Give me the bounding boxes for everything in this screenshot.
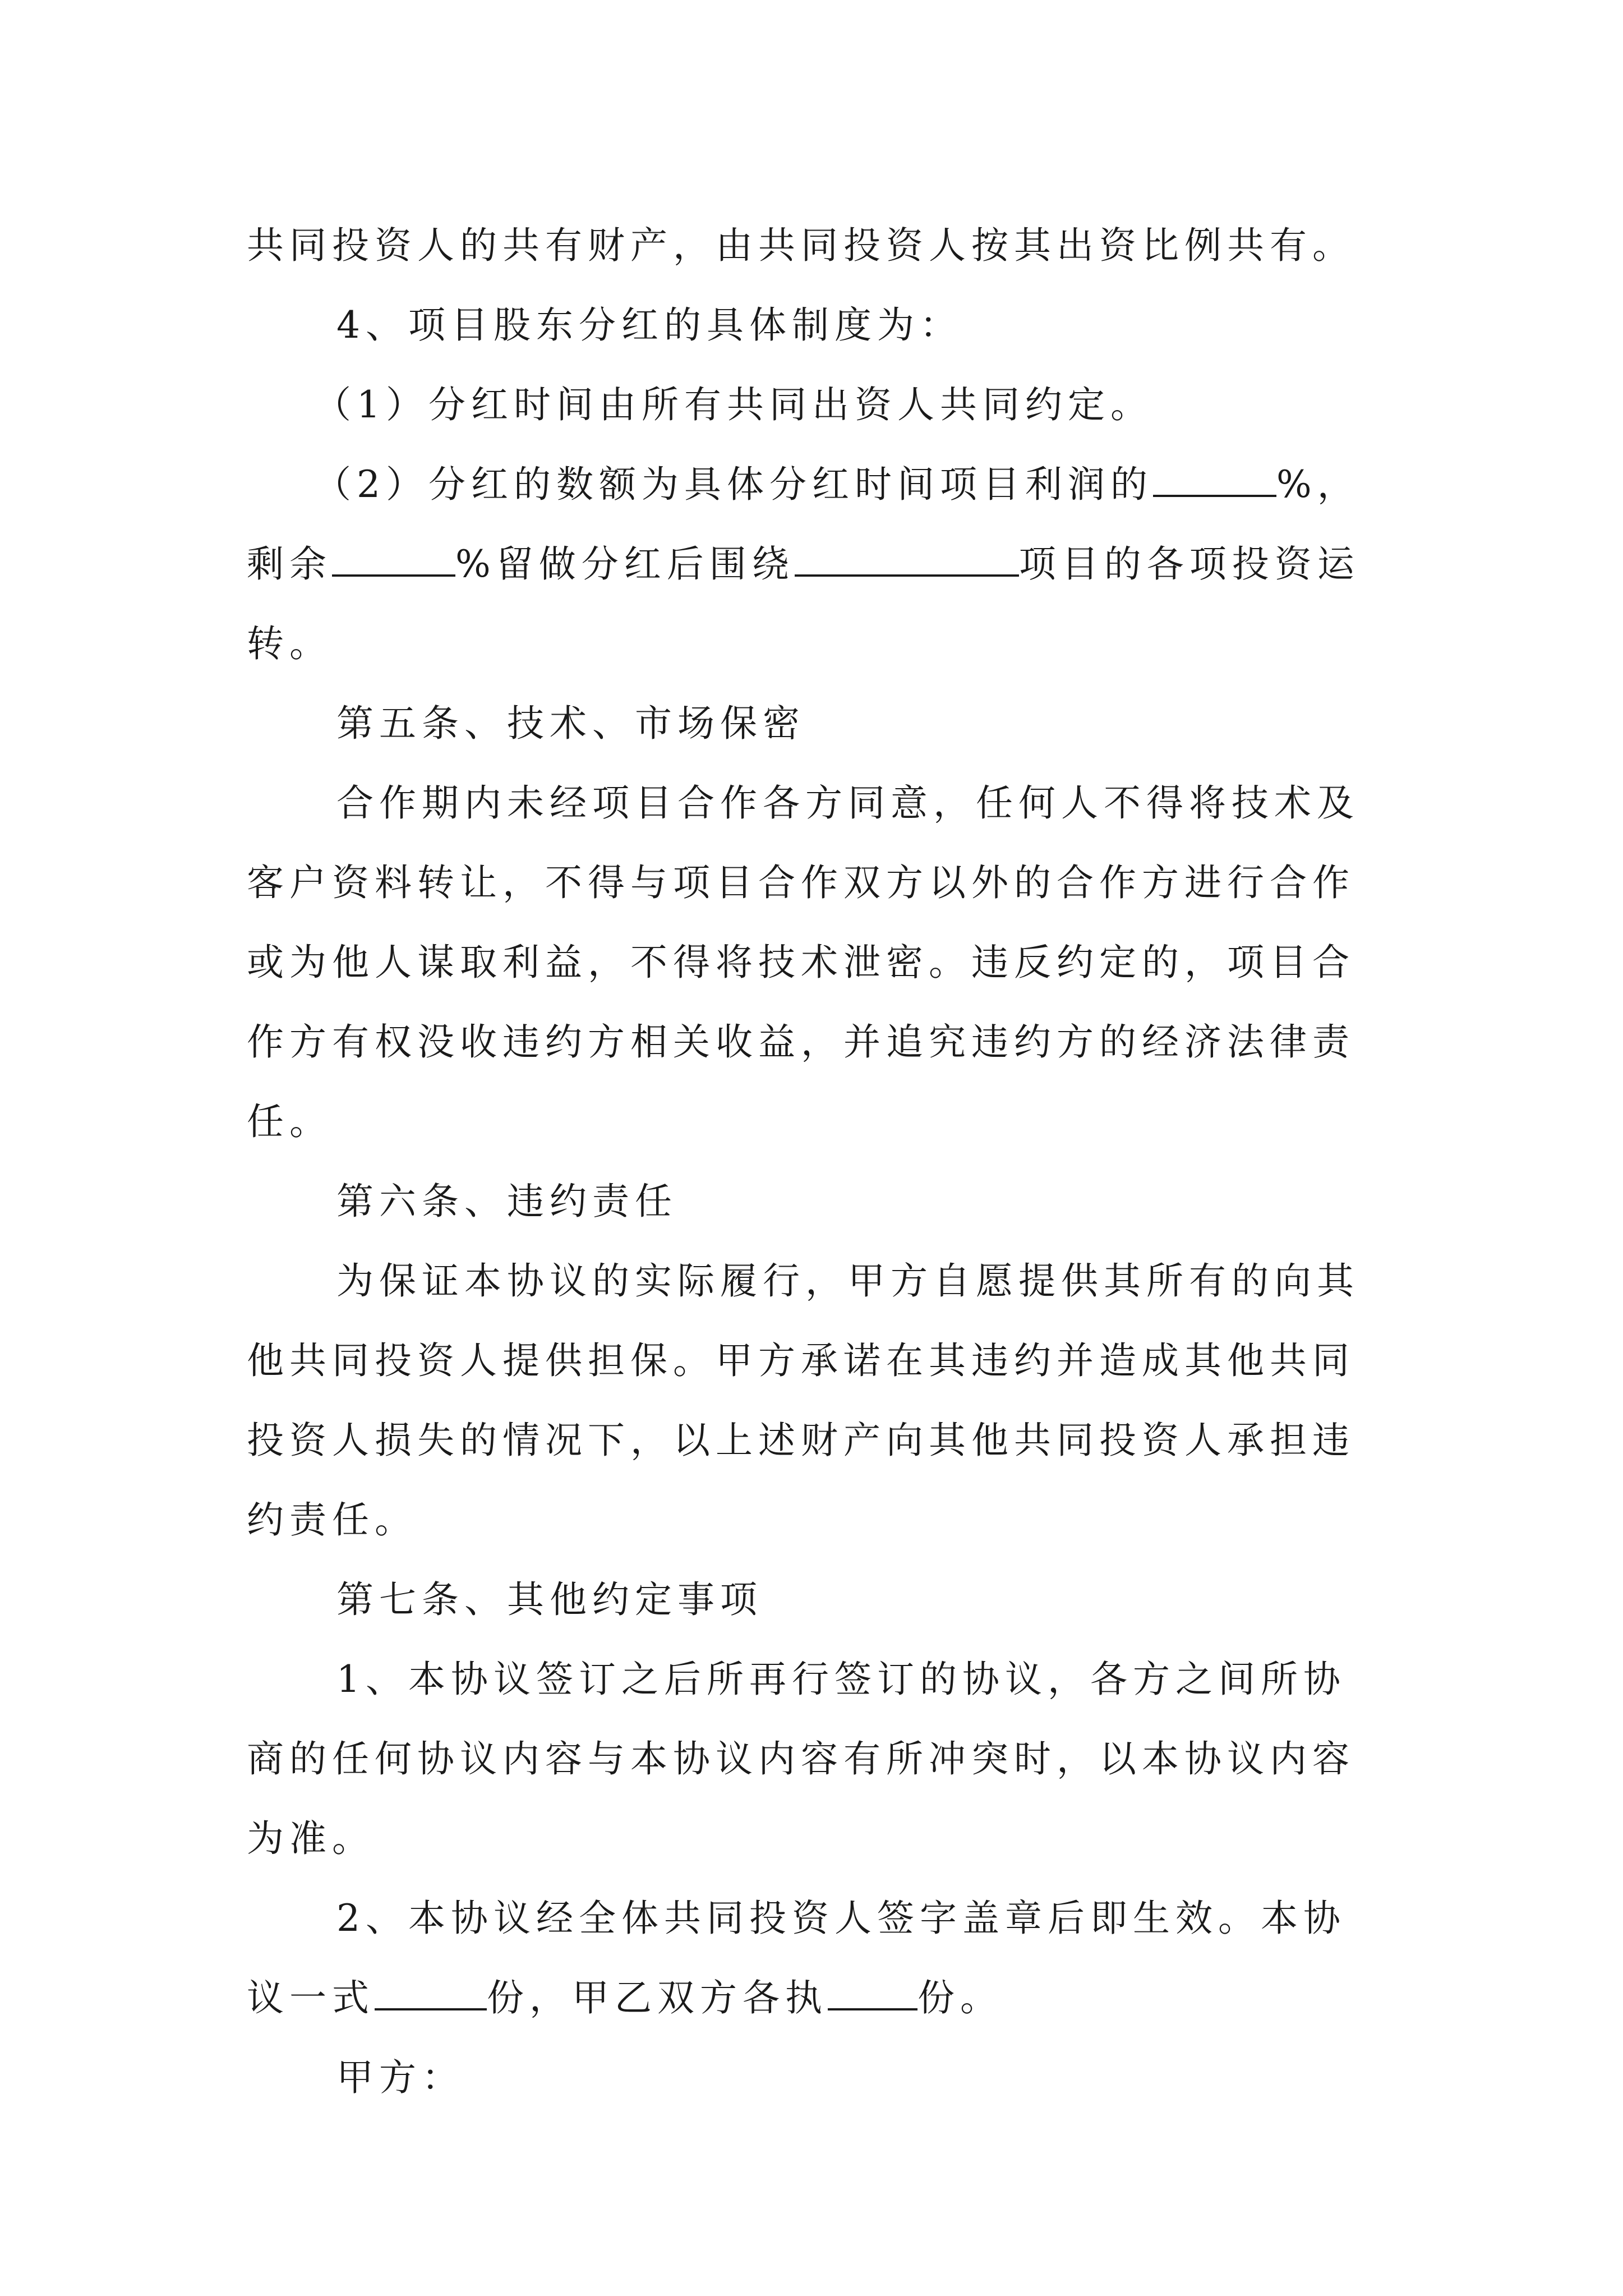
text-run: 第六条、违约责任: [336, 1180, 677, 1223]
section-heading-7: [336, 1572, 1391, 1628]
text-run: 商的任何协议内容与本协议内容有所冲突时，以本协议内容: [247, 1737, 1355, 1780]
paragraph-line: [247, 616, 1391, 672]
paragraph-line: [247, 1970, 1391, 2026]
section-heading-5: [336, 696, 1391, 752]
text-run: 甲方：: [336, 2056, 464, 2099]
fill-blank: [828, 1975, 917, 2010]
paragraph-line: [336, 1890, 1391, 1947]
paragraph-line: [336, 1651, 1391, 1708]
paragraph-line: [247, 1333, 1391, 1389]
text-run: %，: [1276, 463, 1360, 506]
text-run: 议一式: [247, 1976, 375, 2019]
text-run: 合作期内未经项目合作各方同意，任何人不得将技术及: [336, 781, 1359, 825]
text-run: 投资人损失的情况下，以上述财产向其他共同投资人承担违: [247, 1419, 1355, 1462]
fill-blank: [332, 541, 455, 577]
text-run: %留做分红后围绕: [455, 542, 795, 586]
text-run: 共同投资人的共有财产，由共同投资人按其出资比例共有。: [247, 224, 1355, 267]
text-run: 为保证本协议的实际履行，甲方自愿提供其所有的向其: [336, 1259, 1359, 1303]
paragraph-line: [247, 1731, 1391, 1787]
text-run: 他共同投资人提供担保。甲方承诺在其违约并造成其他共同: [247, 1339, 1355, 1382]
text-run: 份。: [917, 1976, 1003, 2019]
paragraph-line: [247, 1492, 1391, 1548]
party-a-label: [336, 2050, 1391, 2106]
text-run: 作方有权没收违约方相关收益，并追究违约方的经济法律责: [247, 1020, 1355, 1064]
paragraph-line: [336, 1253, 1391, 1309]
text-run: 任。: [247, 1100, 332, 1143]
fill-blank: [1153, 461, 1276, 497]
text-run: 2、本协议经全体共同投资人签字盖章后即生效。本协: [336, 1897, 1346, 1940]
paragraph-line: [247, 218, 1391, 274]
paragraph-line: [247, 1412, 1391, 1469]
paragraph-line: [247, 1094, 1391, 1150]
text-run: 剩余: [247, 542, 332, 586]
text-run: （2）分红的数额为具体分红时间项目利润的: [314, 463, 1153, 506]
text-run: （1）分红时间由所有共同出资人共同约定。: [314, 383, 1153, 426]
section-heading-6: [336, 1174, 1391, 1230]
paragraph-line: [247, 935, 1391, 991]
sub-item-1: [314, 377, 1391, 433]
text-run: 项目的各项投资运: [1018, 542, 1360, 586]
text-run: 第七条、其他约定事项: [336, 1578, 763, 1621]
paragraph-line: [247, 1014, 1391, 1070]
text-run: 4、项目股东分红的具体制度为：: [336, 303, 962, 347]
section-item-4: [336, 297, 1391, 353]
sub-item-2: [314, 457, 1391, 513]
paragraph-line: [336, 775, 1391, 831]
text-run: 份，甲乙双方各执: [487, 1976, 828, 2019]
text-run: 客户资料转让，不得与项目合作双方以外的合作方进行合作: [247, 861, 1355, 904]
paragraph-line: [247, 855, 1391, 911]
text-run: 1、本协议签订之后所再行签订的协议，各方之间所协: [336, 1658, 1346, 1701]
paragraph-line: [247, 1811, 1391, 1867]
fill-blank: [795, 541, 1019, 577]
text-run: 或为他人谋取利益，不得将技术泄密。违反约定的，项目合: [247, 941, 1355, 984]
text-run: 约责任。: [247, 1498, 417, 1542]
fill-blank: [375, 1975, 487, 2010]
text-run: 第五条、技术、市场保密: [336, 702, 805, 745]
paragraph-line: [247, 536, 1391, 592]
text-run: 为准。: [247, 1817, 375, 1860]
text-run: 转。: [247, 622, 332, 665]
